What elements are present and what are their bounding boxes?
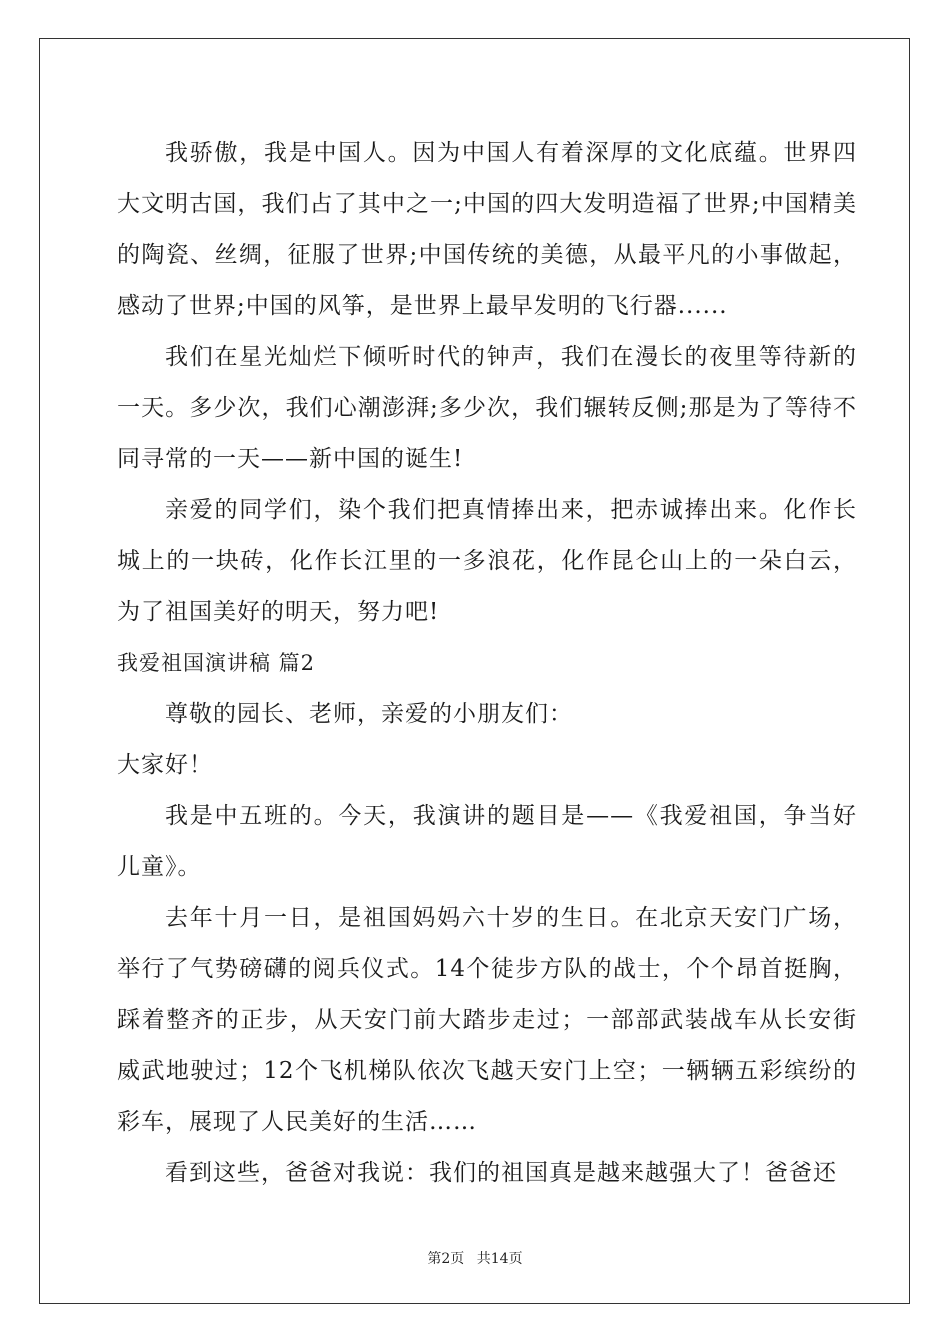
paragraph-intro: 我是中五班的。今天，我演讲的题目是——《我爱祖国，争当好儿童》。: [117, 803, 857, 880]
greeting-hello: 大家好！: [117, 752, 213, 778]
page-footer: [0, 1248, 950, 1268]
page-total: 共14页: [476, 1251, 523, 1267]
paragraph-parade: 去年十月一日，是祖国妈妈六十岁的生日。在北京天安门广场，举行了气势磅礴的阅兵仪式。14个徒步方队的战士，个个昂首挺胸，踩着整齐的正步，从天安门前大踏步走过；一部部武装战车从长安街威武地驶过；12个飞机梯队依次飞越天安门上空；一辆辆五彩缤纷的彩车，展现了人民美好的生活……: [117, 905, 857, 1135]
paragraph-1: 我骄傲，我是中国人。因为中国人有着深厚的文化底蕴。世界四大文明古国，我们占了其中之一;中国的四大发明造福了世界;中国精美的陶瓷、丝绸，征服了世界;中国传统的美德，从最平凡的小事做起，感动了世界;中国的风筝，是世界上最早发明的飞行器......: [117, 140, 857, 319]
paragraph-2: 我们在星光灿烂下倾听时代的钟声，我们在漫长的夜里等待新的一天。多少次，我们心潮澎湃;多少次，我们辗转反侧;那是为了等待不同寻常的一天——新中国的诞生!: [117, 344, 857, 472]
greeting-salutation: 尊敬的园长、老师，亲爱的小朋友们：: [165, 701, 573, 727]
section-heading: 我爱祖国演讲稿 篇2: [117, 651, 316, 675]
paragraph-father: 看到这些，爸爸对我说：我们的祖国真是越来越强大了！爸爸还: [165, 1160, 837, 1186]
page-number: 第2页: [427, 1251, 465, 1267]
document-body: [117, 128, 857, 1199]
paragraph-3: 亲爱的同学们，染个我们把真情捧出来，把赤诚捧出来。化作长城上的一块砖，化作长江里的一多浪花，化作昆仑山上的一朵白云，为了祖国美好的明天，努力吧!: [117, 497, 857, 625]
